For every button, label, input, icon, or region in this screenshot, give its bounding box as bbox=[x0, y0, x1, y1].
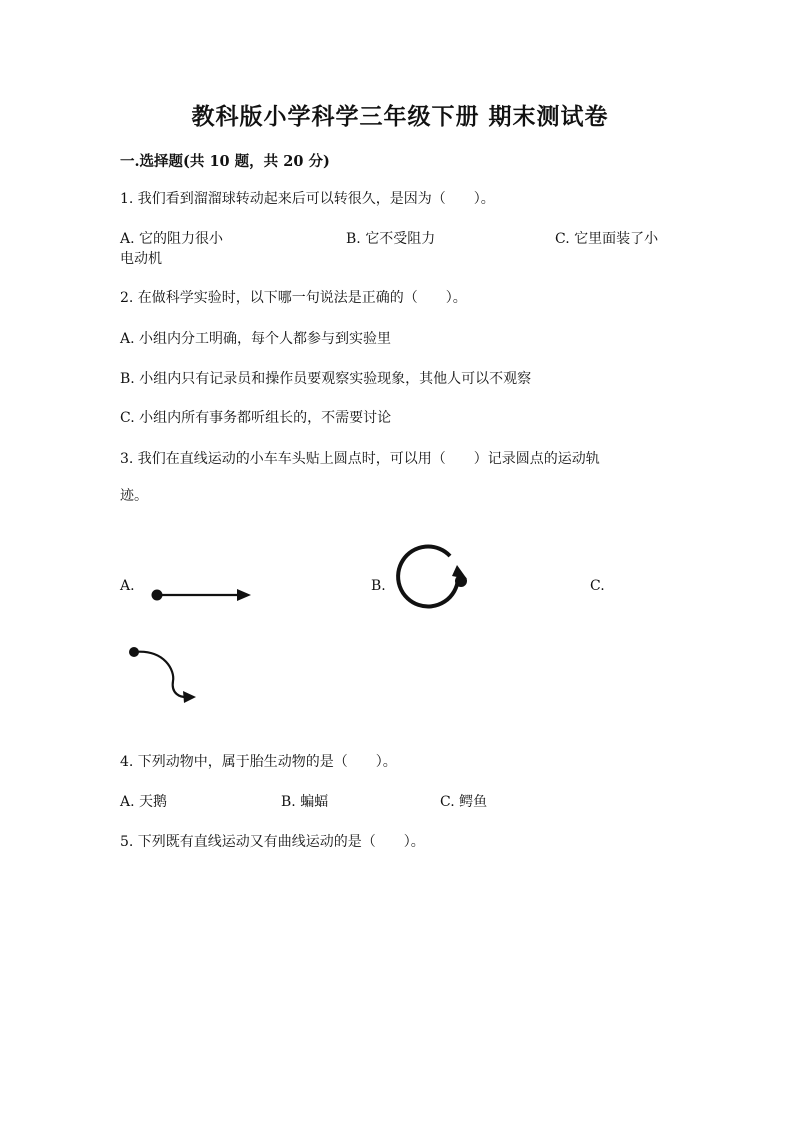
question-1-stem: 1. 我们看到溜溜球转动起来后可以转很久，是因为（ ）。 bbox=[120, 191, 495, 207]
question-4-option-c: C. 鳄鱼 bbox=[440, 794, 488, 810]
curved-arrow-icon bbox=[123, 641, 203, 707]
question-2-option-c: C. 小组内所有事务都听组长的，不需要讨论 bbox=[120, 410, 392, 426]
section-heading: 一.选择题(共 10 题，共 20 分) bbox=[120, 153, 330, 170]
question-3-option-b: B. bbox=[371, 578, 386, 594]
question-1-option-a: A. 它的阻力很小 bbox=[120, 231, 224, 247]
page-title: 教科版小学科学三年级下册 期末测试卷 bbox=[191, 103, 609, 130]
question-1-option-c-overflow: 电动机 bbox=[120, 251, 162, 267]
question-4-option-a: A. 天鹅 bbox=[120, 794, 168, 810]
question-2-option-b: B. 小组内只有记录员和操作员要观察实验现象，其他人可以不观察 bbox=[120, 371, 532, 387]
question-1-option-c: C. 它里面装了小 bbox=[555, 231, 659, 247]
question-2-option-a: A. 小组内分工明确，每个人都参与到实验里 bbox=[120, 331, 392, 347]
question-2-stem: 2. 在做科学实验时，以下哪一句说法是正确的（ ）。 bbox=[120, 290, 467, 306]
question-3-stem-line-1: 3. 我们在直线运动的小车车头贴上圆点时，可以用（ ）记录圆点的运动轨 bbox=[120, 451, 600, 467]
straight-arrow-icon bbox=[145, 583, 255, 607]
question-1-option-b: B. 它不受阻力 bbox=[346, 231, 436, 247]
question-3-stem-line-2: 迹。 bbox=[120, 488, 148, 504]
question-4-option-b: B. 蝙蝠 bbox=[281, 794, 329, 810]
question-3-option-a: A. bbox=[120, 578, 135, 594]
question-3-option-c: C. bbox=[590, 578, 605, 594]
question-4-stem: 4. 下列动物中，属于胎生动物的是（ ）。 bbox=[120, 754, 397, 770]
question-5-stem: 5. 下列既有直线运动又有曲线运动的是（ ）。 bbox=[120, 834, 425, 850]
circular-arrow-icon bbox=[392, 543, 476, 613]
